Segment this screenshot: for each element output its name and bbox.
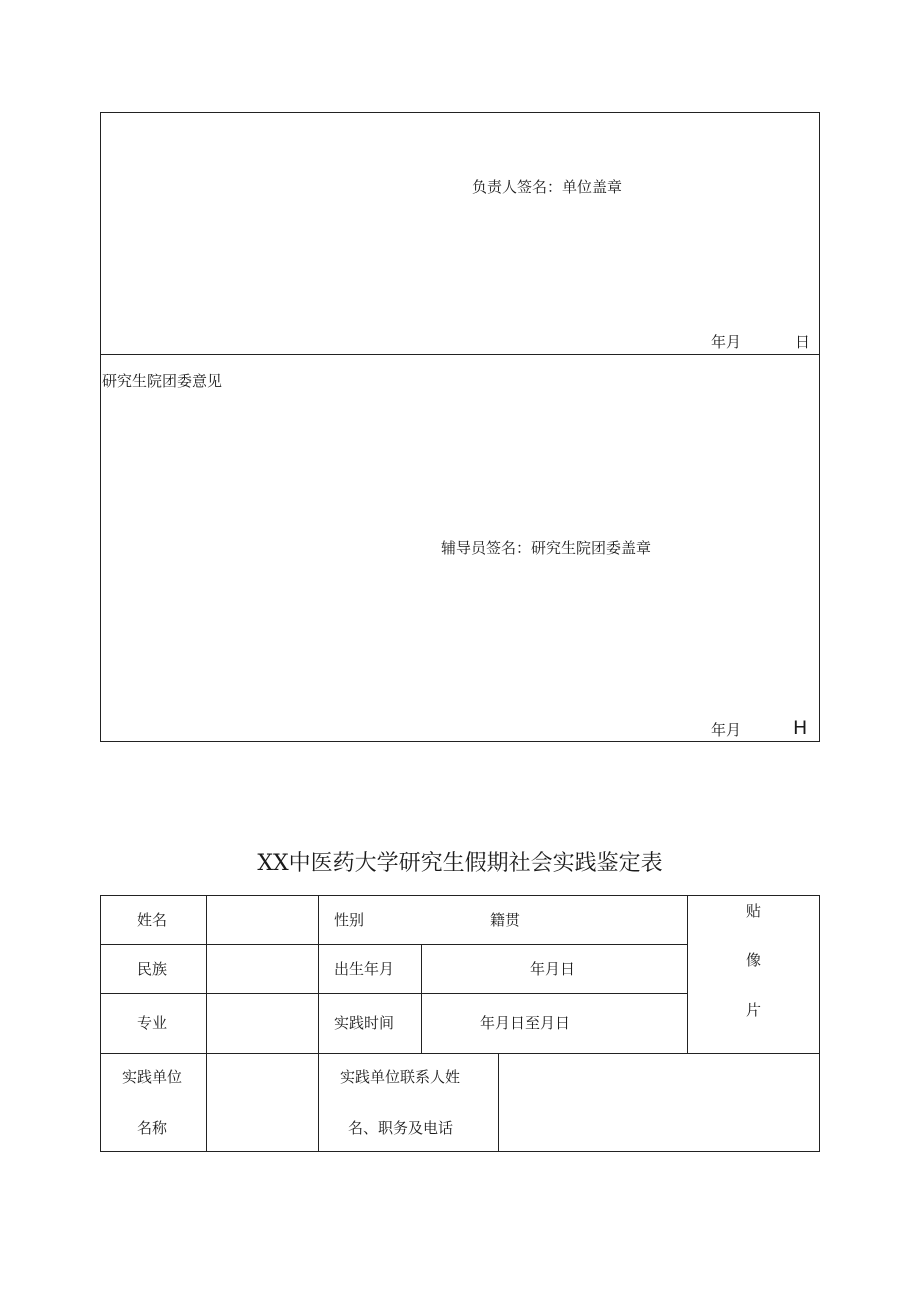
photo-char-3: 片 xyxy=(746,1001,762,1019)
name-label: 姓名 xyxy=(137,911,168,929)
birth-value: 年月日 xyxy=(530,960,576,978)
native-place-label: 籍贯 xyxy=(490,911,521,929)
major-label: 专业 xyxy=(137,1014,168,1032)
opinion-divider xyxy=(100,354,820,355)
form-title: XX中医药大学研究生假期社会实践鉴定表 xyxy=(257,851,663,876)
row-divider-3 xyxy=(100,1053,820,1054)
contact-value-divider xyxy=(498,1053,499,1152)
date1-day: 日 xyxy=(795,333,811,351)
practice-time-value: 年月日至月日 xyxy=(480,1014,571,1032)
birth-label: 出生年月 xyxy=(334,960,395,978)
contact-label-line2: 名、职务及电话 xyxy=(348,1119,454,1137)
ethnicity-label: 民族 xyxy=(137,960,168,978)
date1-year-month: 年月 xyxy=(711,333,742,351)
unit-name-label-line2: 名称 xyxy=(137,1119,168,1137)
row-divider-1 xyxy=(100,944,688,945)
unit-sign-label: 负责人签名：单位盖章 xyxy=(472,178,623,196)
date2-day: H xyxy=(793,717,808,739)
counselor-sign-label: 辅导员签名：研究生院团委盖章 xyxy=(441,539,652,557)
date2-year-month: 年月 xyxy=(711,721,742,739)
unit-name-label-line1: 实践单位 xyxy=(122,1068,183,1086)
col-divider-1 xyxy=(206,895,207,1152)
opinion-table xyxy=(100,112,820,742)
photo-char-2: 像 xyxy=(746,951,762,969)
info-table xyxy=(100,895,820,1152)
photo-char-1: 贴 xyxy=(746,902,762,920)
practice-time-label: 实践时间 xyxy=(334,1014,395,1032)
col-divider-3 xyxy=(421,944,422,1053)
col-divider-2 xyxy=(318,895,319,1152)
gender-label: 性别 xyxy=(334,911,365,929)
row-divider-2 xyxy=(100,993,688,994)
contact-label-line1: 实践单位联系人姓 xyxy=(340,1068,461,1086)
photo-column-divider xyxy=(687,895,688,1053)
league-opinion-header: 研究生院团委意见 xyxy=(102,372,223,390)
